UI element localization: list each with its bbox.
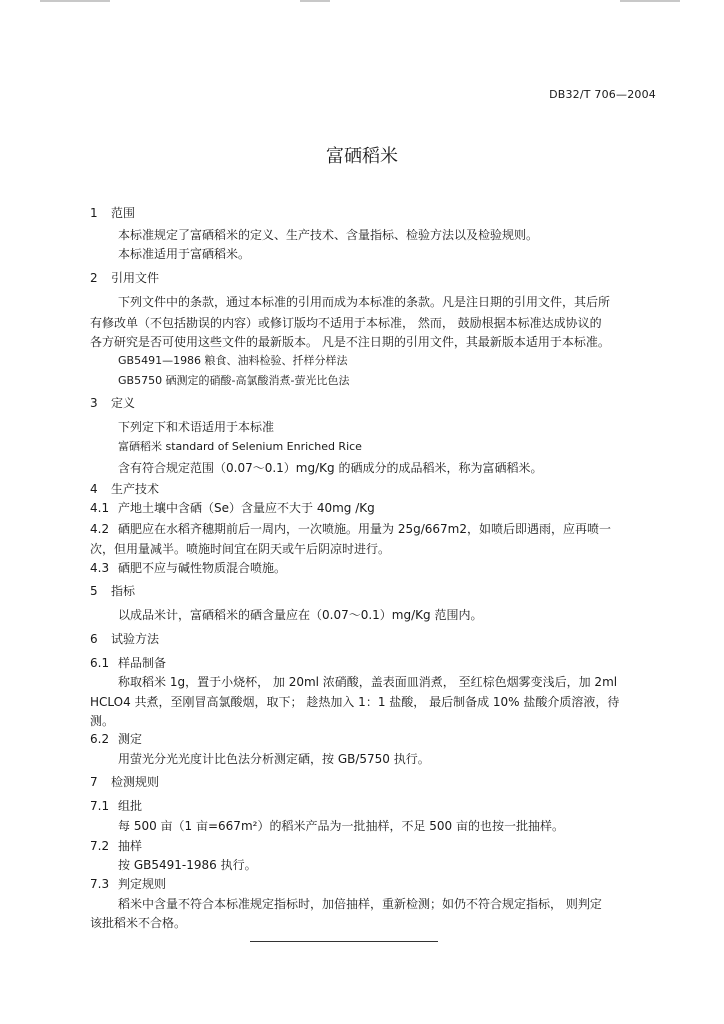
clause-text: 按 GB5491-1986 执行。	[118, 858, 257, 872]
reference-item: GB5750 硒测定的硝酸-高氯酸消煮-萤光比色法	[118, 374, 350, 387]
document-title: 富硒稻米	[326, 146, 398, 167]
paragraph: 本标准适用于富硒稻米。	[118, 247, 251, 261]
scan-edge-marks	[0, 0, 724, 6]
clause-number: 7.2	[90, 839, 110, 853]
section-heading: 引用文件	[111, 271, 160, 285]
section-heading: 检测规则	[111, 775, 160, 789]
clause-text: 测。	[90, 714, 115, 728]
clause-number: 6.2	[90, 732, 110, 746]
end-rule	[250, 941, 438, 942]
paragraph: 有修改单（不包括勘误的内容）或修订版均不适用于本标准， 然而， 鼓励根据本标准达成协议的	[90, 316, 602, 330]
section-number: 2	[90, 271, 98, 285]
clause-heading: 抽样	[118, 839, 143, 853]
clause-text: 称取稻米 1g，置于小烧杯， 加 20ml 浓硝酸，盖表面皿消煮， 至红棕色烟雾变浅后，加 2ml	[118, 675, 618, 689]
clause-heading: 样品制备	[118, 656, 167, 670]
clause-text: 稻米中含量不符合本标准规定指标时，加倍抽样，重新检测；如仍不符合规定指标， 则判定	[118, 897, 602, 911]
clause-heading: 判定规则	[118, 877, 167, 891]
clause-text: 次，但用量减半。喷施时间宜在阴天或午后阴凉时进行。	[90, 542, 391, 556]
clause-number: 7.3	[90, 877, 110, 891]
clause-number: 6.1	[90, 656, 110, 670]
clause-heading: 组批	[118, 799, 143, 813]
section-number: 3	[90, 396, 98, 410]
paragraph: 下列定下和术语适用于本标准	[118, 420, 275, 434]
term-entry: 富硒稻米 standard of Selenium Enriched Rice	[118, 440, 362, 453]
clause-text: 每 500 亩（1 亩=667m²）的稻米产品为一批抽样，不足 500 亩的也按一批抽样。	[118, 819, 564, 833]
clause-heading: 测定	[118, 732, 143, 746]
standard-code: DB32/T 706—2004	[549, 88, 656, 101]
clause-text: 用萤光分光光度计比色法分析测定硒，按 GB/5750 执行。	[118, 752, 430, 766]
clause-text: HCLO4 共煮，至刚冒高氯酸烟，取下； 趁热加入 1：1 盐酸， 最后制备成 10% 盐酸介质溶液，待	[90, 695, 620, 709]
clause-text: 该批稻米不合格。	[90, 916, 187, 930]
clause-text: 硒肥不应与碱性物质混合喷施。	[118, 561, 287, 575]
section-heading: 生产技术	[111, 482, 160, 496]
clause-number: 4.2	[90, 522, 110, 536]
section-number: 7	[90, 775, 98, 789]
section-number: 6	[90, 632, 98, 646]
section-heading: 指标	[111, 584, 136, 598]
section-number: 1	[90, 206, 98, 220]
paragraph: 以成品米计，富硒稻米的硒含量应在（0.07～0.1）mg/Kg 范围内。	[118, 608, 483, 622]
paragraph: 各方研究是否可使用这些文件的最新版本。 凡是不注日期的引用文件，其最新版本适用于本标准。	[90, 335, 610, 349]
section-number: 4	[90, 482, 98, 496]
reference-item: GB5491—1986 粮食、油料检验、扦样分样法	[118, 354, 348, 367]
section-heading: 定义	[111, 396, 136, 410]
definition: 含有符合规定范围（0.07～0.1）mg/Kg 的硒成分的成品稻米，称为富硒稻米。	[118, 461, 543, 475]
section-heading: 试验方法	[111, 632, 160, 646]
clause-text: 硒肥应在水稻齐穗期前后一周内，一次喷施。用量为 25g/667m2，如喷后即遇雨，应再喷一	[118, 522, 611, 536]
clause-number: 4.1	[90, 501, 110, 515]
clause-text: 产地土壤中含硒（Se）含量应不大于 40mg /Kg	[118, 501, 375, 515]
clause-number: 4.3	[90, 561, 110, 575]
section-number: 5	[90, 584, 98, 598]
clause-number: 7.1	[90, 799, 110, 813]
section-heading: 范围	[111, 206, 136, 220]
paragraph: 本标准规定了富硒稻米的定义、生产技术、含量指标、检验方法以及检验规则。	[118, 228, 539, 242]
paragraph: 下列文件中的条款，通过本标准的引用而成为本标准的条款。凡是注日期的引用文件，其后所	[118, 295, 611, 309]
